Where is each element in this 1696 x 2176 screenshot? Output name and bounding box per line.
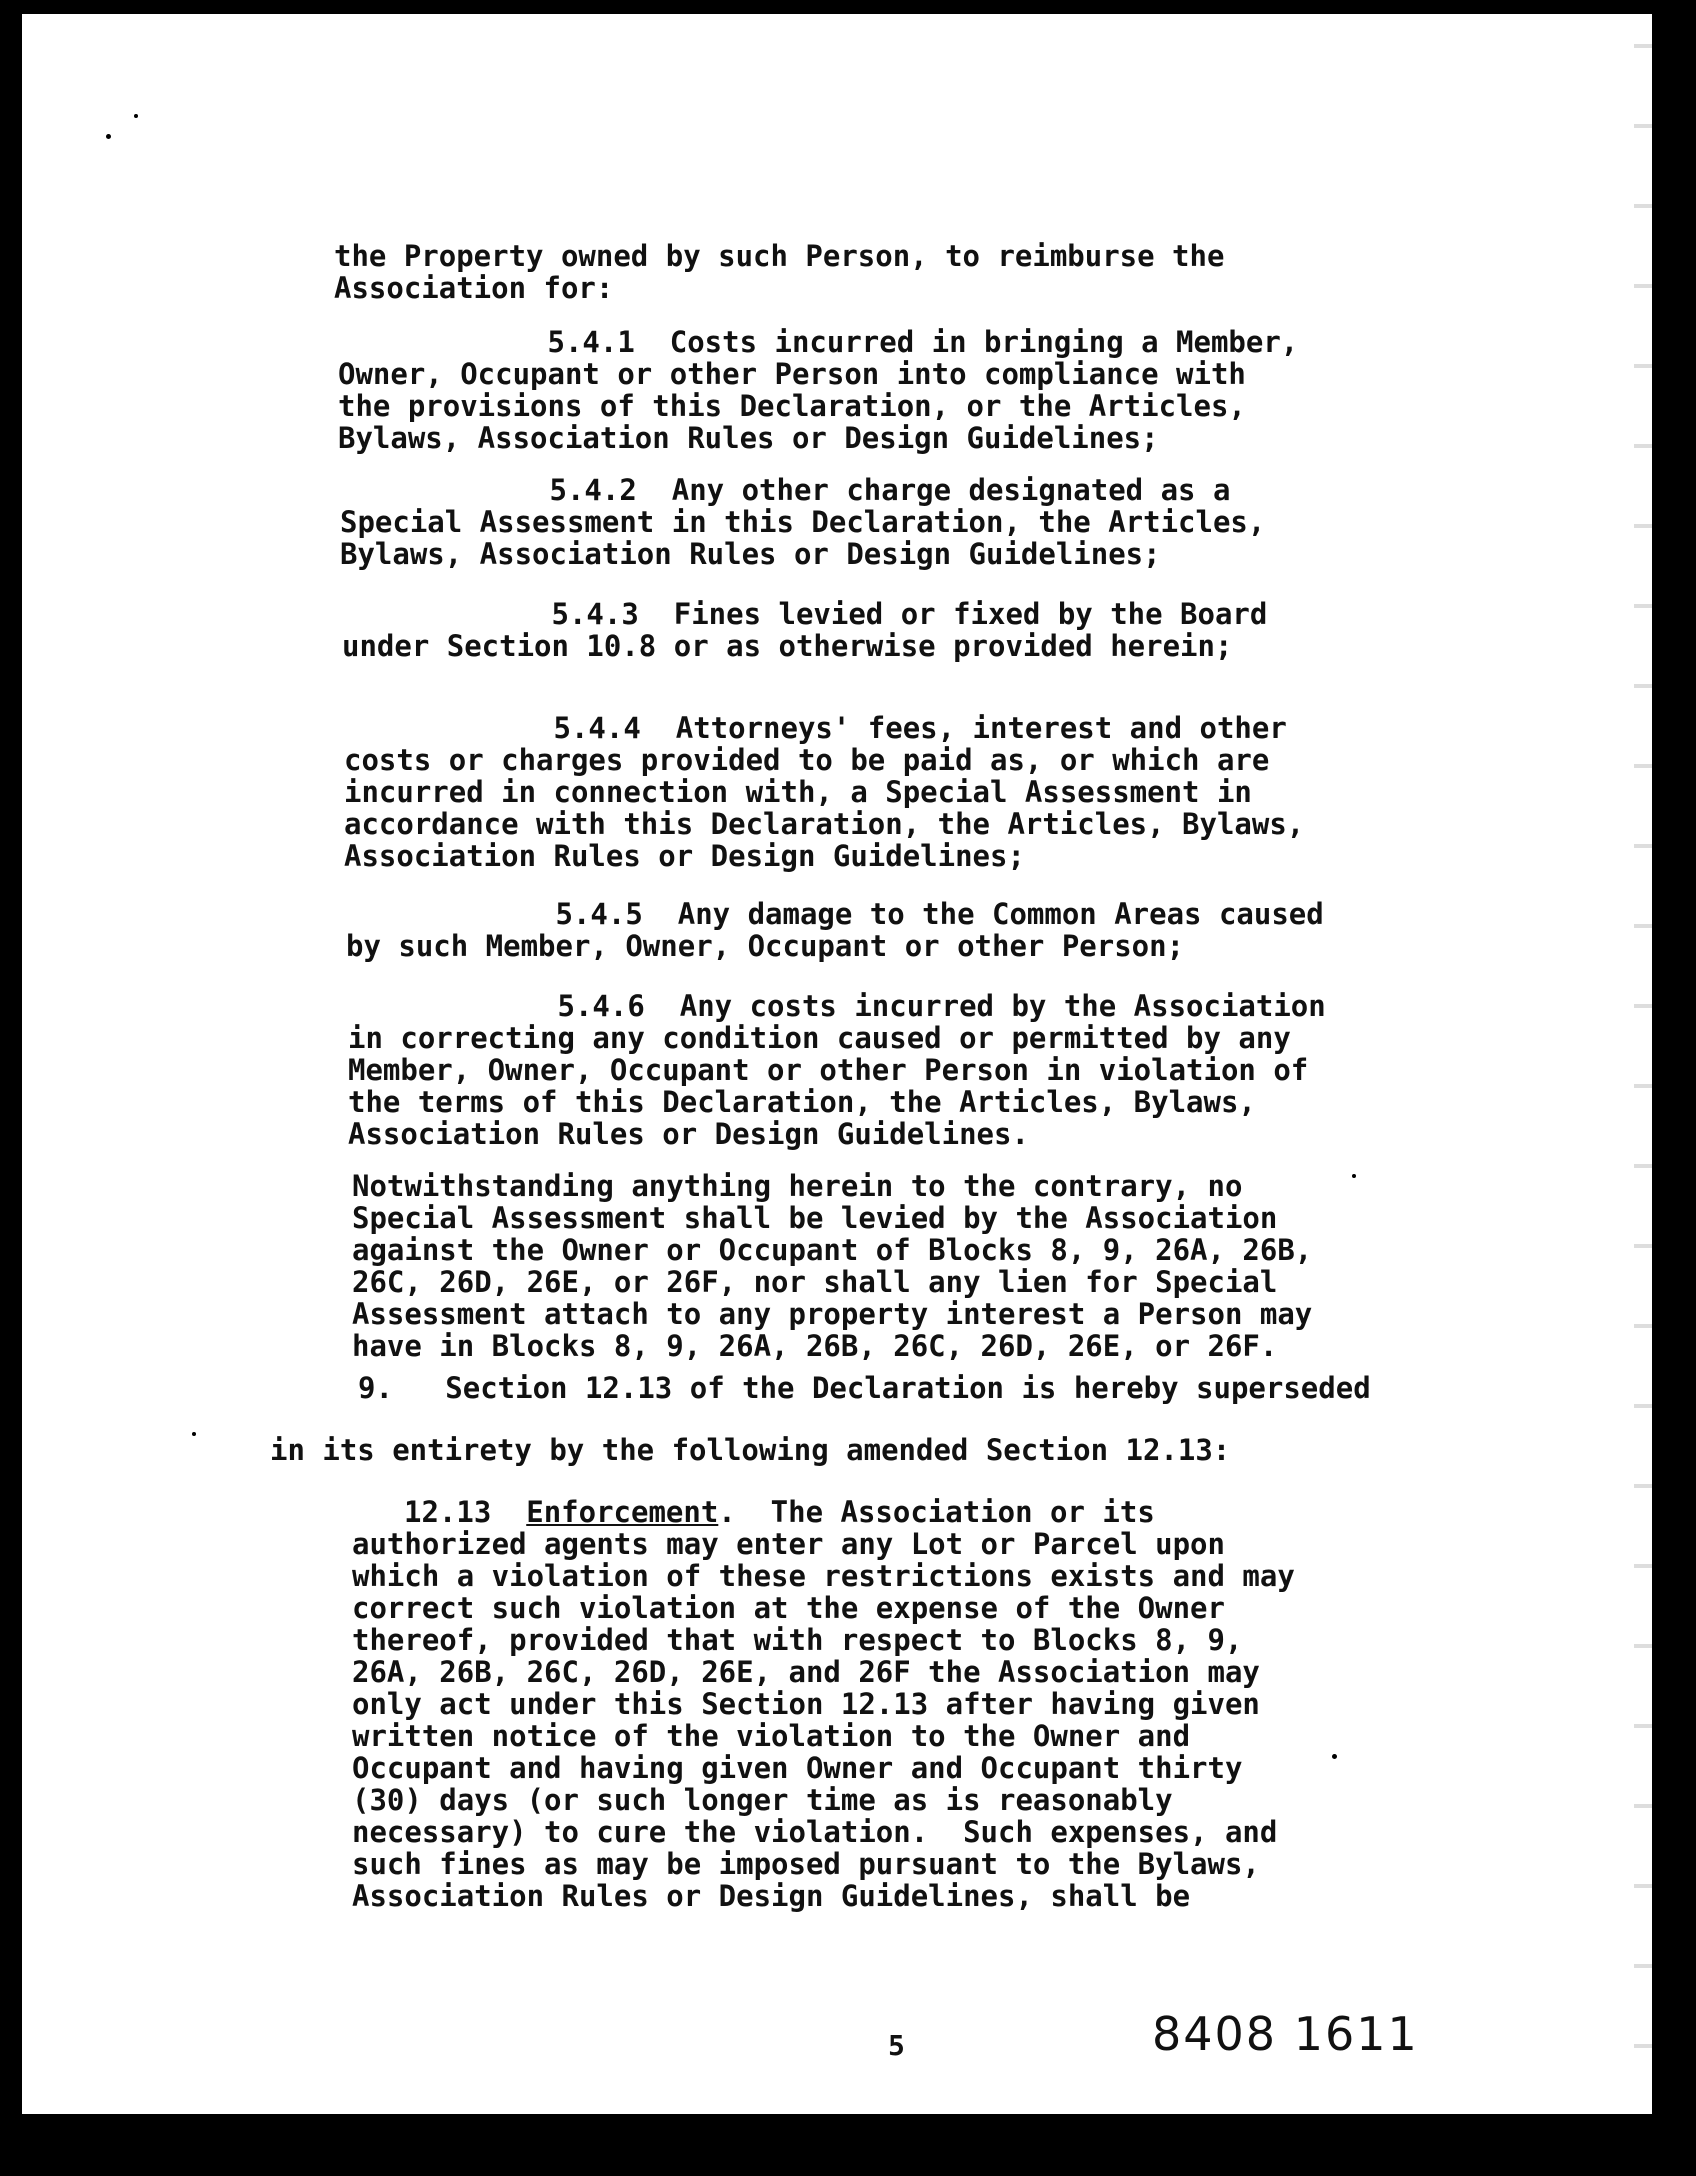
paragraph-5-4-5: 5.4.5 Any damage to the Common Areas caused by such Member, Owner, Occupant or other Person; — [346, 897, 1324, 963]
paragraph-item-9: 9. Section 12.13 of the Declaration is hereby superseded — [358, 1371, 1371, 1405]
section-12-13-body: authorized agents may enter any Lot or Parcel upon which a violation of these restrictions exists and may correct such violation at the expense of the Owner thereof, provided that with respect to Blocks 8, 9, 26A, 26B, 26C, 26D, 26E, and 26F the Association may only act under this Section 12.13 after having given written notice of the violation to the Owner and Occupant and having given Owner and Occupant thirty (30) days (or such longer time as is reasonably necessary) to cure the violation. Such expenses, and such fines as may be imposed pursuant to the Bylaws, Association Rules or Design Guidelines, shall be — [352, 1527, 1295, 1913]
paragraph-5-4-4: 5.4.4 Attorneys' fees, interest and other costs or charges provided to be paid as, or which are incurred in connection with, a Special Assessment in accordance with this Declaration, the Articles, Bylaws, Association Rules or Design Guidelines; — [344, 711, 1305, 873]
document-page — [22, 14, 1652, 2114]
document-body — [22, 14, 1652, 2114]
paragraph-5-4-3: 5.4.3 Fines levied or fixed by the Board under Section 10.8 or as otherwise provided herein; — [342, 597, 1268, 663]
document-number: 8408 1611 — [1152, 2007, 1419, 2061]
scan-speck — [106, 134, 111, 139]
paragraph-5-4-2: 5.4.2 Any other charge designated as a Special Assessment in this Declaration, the Articles, Bylaws, Association Rules or Design Guidelines; — [340, 473, 1266, 571]
paragraph-5-4-1: 5.4.1 Costs incurred in bringing a Member, Owner, Occupant or other Person into compliance with the provisions of this Declaration, or the Articles, Bylaws, Association Rules or Design Guidelines; — [338, 325, 1299, 455]
scan-speck — [1332, 1754, 1337, 1759]
scan-speck — [192, 1432, 196, 1436]
scan-speck — [1352, 1174, 1356, 1178]
paragraph-notwithstanding: Notwithstanding anything herein to the contrary, no Special Assessment shall be levied by the Association against the Owner or Occupant of Blocks 8, 9, 26A, 26B, 26C, 26D, 26E, or 26F, nor shall any lien for Special Assessment attach to any property interest a Person may have in Blocks 8, 9, 26A, 26B, 26C, 26D, 26E, or 26F. — [352, 1169, 1313, 1363]
scan-speck — [134, 114, 138, 118]
paragraph-intro: the Property owned by such Person, to reimburse the Association for: — [334, 239, 1225, 305]
section-number: 12.13 — [404, 1495, 492, 1529]
section-12-13-lead — [404, 1496, 1155, 1528]
paragraph-entirety: in its entirety by the following amended Section 12.13: — [270, 1433, 1231, 1467]
section-heading: Enforcement — [526, 1495, 719, 1529]
section-lead-text: . The Association or its — [718, 1495, 1155, 1529]
page-number: 5 — [888, 2029, 905, 2062]
paragraph-5-4-6: 5.4.6 Any costs incurred by the Association in correcting any condition caused or permitted by any Member, Owner, Occupant or other Person in violation of the terms of this Declaration, the Articles, Bylaws, Association Rules or Design Guidelines. — [348, 989, 1326, 1151]
